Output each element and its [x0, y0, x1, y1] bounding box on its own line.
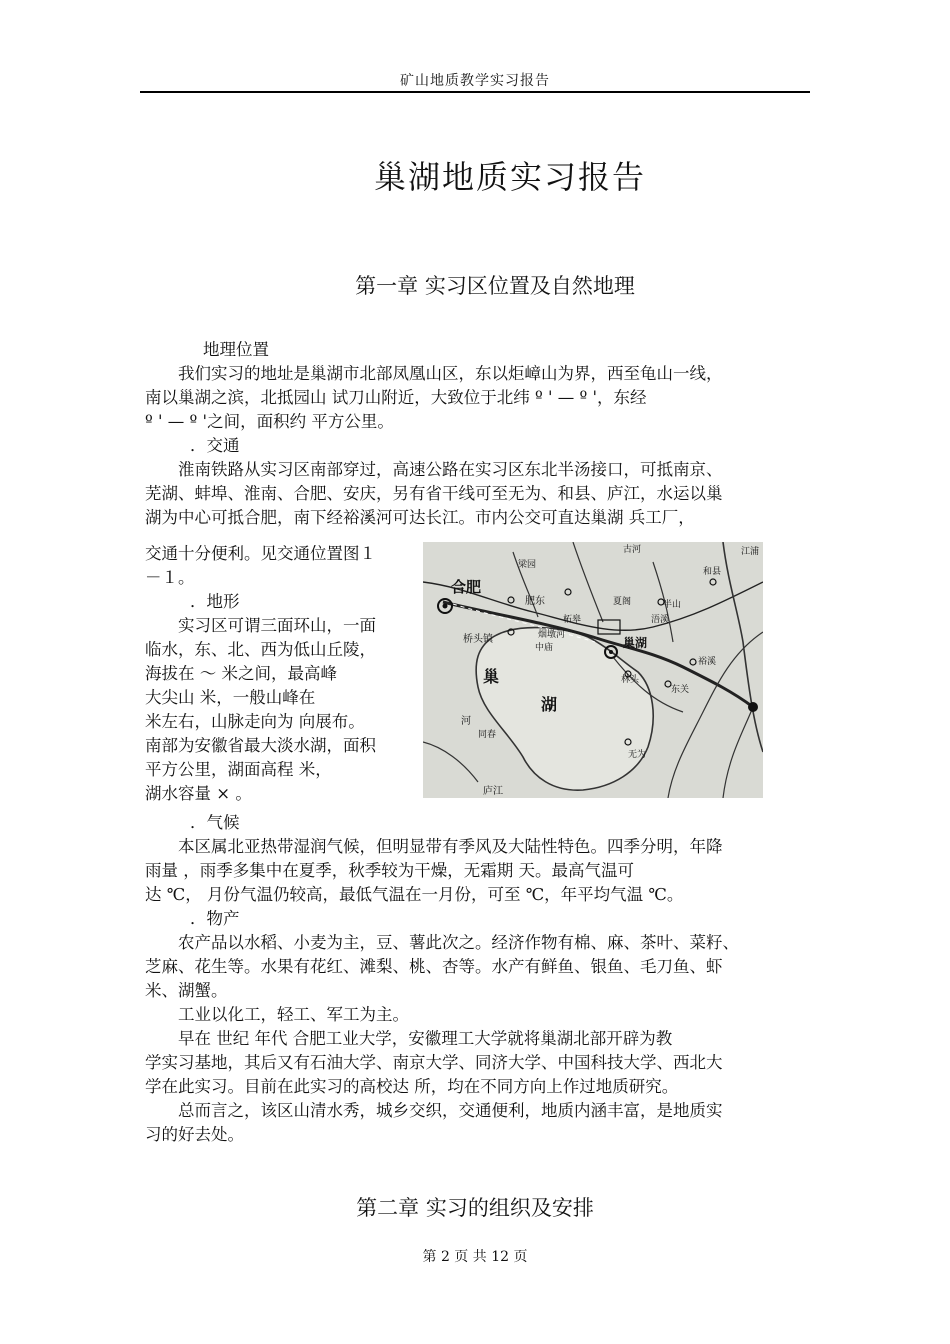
terrain-heading: ．地形 [190, 592, 240, 611]
climate-heading: ．气候 [190, 813, 240, 832]
products-heading: ．物产 [190, 909, 240, 928]
chapter-1-heading: 第一章 实习区位置及自然地理 [355, 274, 635, 298]
terrain-line-6: 南部为安徽省最大淡水湖，面积 [145, 736, 376, 755]
map-label-lake-hu: 湖 [541, 695, 558, 714]
map-label-jiangpu: 江浦 [741, 547, 760, 557]
traffic-line-4: 交通十分便利。见交通位置图１ [145, 544, 376, 563]
climate-line-3: 达 ℃， 月份气温仍较高，最低气温在一月份，可至 ℃，年平均气温 ℃。 [145, 885, 684, 904]
map-label-wuwei: 无为 [628, 750, 647, 760]
terrain-line-5: 米左右，山脉走向为 向展布。 [145, 712, 365, 731]
map-label-gushan: 古河 [623, 545, 642, 555]
header-rule [140, 91, 810, 93]
map-label-tuofeng: 柘皋 [563, 615, 582, 625]
section-geography-traffic [145, 338, 810, 530]
map-label-chaohu-city: 巢湖 [623, 636, 648, 650]
terrain-line-4: 大尖山 米，一般山峰在 [145, 688, 316, 707]
geography-line-1: 我们实习的地址是巢湖市北部凤凰山区，东以炬嶂山为界，西至龟山一线， [178, 364, 723, 383]
chapter-2-heading: 第二章 实习的组织及安排 [356, 1196, 594, 1220]
map-label-xiage: 夏阁 [613, 597, 632, 607]
page-footer: 第 2 页 共 12 页 [422, 1249, 528, 1265]
summary-line-1: 总而言之，该区山清水秀，城乡交织，交通便利，地质内涵丰富，是地质实 [178, 1101, 723, 1120]
history-line-3: 学在此实习。目前在此实习的高校达 所，均在不同方向上作过地质研究。 [145, 1077, 679, 1096]
traffic-heading: ．交通 [190, 436, 240, 455]
section-terrain [145, 542, 410, 806]
products-line-1: 农产品以水稻、小麦为主，豆、薯此次之。经济作物有棉、麻、茶叶、菜籽、 [178, 933, 739, 952]
geography-line-3: º ' — º '之间，面积约 平方公里。 [145, 412, 394, 431]
map-label-tongchun: 同春 [478, 730, 497, 740]
geography-line-2: 南以巢湖之滨，北抵园山 试刀山附近，大致位于北纬 º ' — º '，东经 [145, 388, 647, 407]
products-line-2: 芝麻、花生等。水果有花红、滩梨、桃、杏等。水产有鲜鱼、银鱼、毛刀鱼、虾 [145, 957, 723, 976]
map-label-feidong: 肥东 [525, 596, 545, 607]
geography-heading: 地理位置 [203, 340, 269, 359]
history-line-2: 学实习基地，其后又有石油大学、南京大学、同济大学、中国科技大学、西北大 [145, 1053, 723, 1072]
history-line-1: 早在 世纪 年代 合肥工业大学，安徽理工大学就将巢湖北部开辟为教 [178, 1029, 673, 1048]
climate-line-1: 本区属北亚热带湿润气候，但明显带有季风及大陆性特色。四季分明，年降 [178, 837, 723, 856]
map-label-yuxi: 裕溪 [698, 657, 717, 667]
map-label-linshu: 林头 [621, 675, 640, 685]
traffic-line-1: 淮南铁路从实习区南部穿过，高速公路在实习区东北半汤接口，可抵南京、 [178, 460, 723, 479]
map-label-banshan: 半山 [663, 600, 682, 610]
map-label-hexian: 和县 [703, 567, 722, 577]
map-label-dongguan: 东关 [671, 685, 690, 695]
map-label-yandun: 烟墩河 [538, 630, 566, 640]
document-title: 巢湖地质实习报告 [373, 158, 646, 196]
map-label-he: 河 [461, 716, 471, 727]
terrain-line-3: 海拔在 ～ 米之间，最高峰 [145, 664, 337, 683]
map-label-qiaotou: 桥头镇 [463, 634, 493, 645]
terrain-line-1: 实习区可谓三面环山，一面 [178, 616, 376, 635]
traffic-line-5: －１。 [145, 568, 195, 587]
products-line-3: 米、湖蟹。 [145, 981, 228, 1000]
traffic-location-map [423, 542, 763, 798]
terrain-line-7: 平方公里，湖面高程 米， [145, 760, 332, 779]
running-header: 矿山地质教学实习报告 [400, 73, 550, 89]
terrain-line-8: 湖水容量 × 。 [145, 784, 252, 803]
map-label-lujiang: 庐江 [483, 786, 503, 797]
climate-line-2: 雨量 ，雨季多集中在夏季，秋季较为干燥，无霜期 天。最高气温可 [145, 861, 634, 880]
section-climate-products [145, 811, 810, 1147]
traffic-line-3: 湖为中心可抵合肥，南下经裕溪河可达长江。市内公交可直达巢湖 兵工厂， [145, 508, 695, 527]
map-label-hefei: 合肥 [451, 578, 482, 596]
summary-line-2: 习的好去处。 [145, 1125, 244, 1144]
industry-line: 工业以化工，轻工、军工为主。 [178, 1005, 409, 1024]
traffic-line-2: 芜湖、蚌埠、淮南、合肥、安庆，另有省干线可至无为、和县、庐江，水运以巢 [145, 484, 723, 503]
terrain-line-2: 临水，东、北、西为低山丘陵， [145, 640, 376, 659]
map-label-lake-chao: 巢 [483, 667, 500, 686]
map-label-liangyuan: 梁园 [518, 560, 537, 570]
map-label-zhegao: 浯溪 [651, 615, 670, 625]
map-label-zhongmiao: 中庙 [535, 643, 554, 653]
